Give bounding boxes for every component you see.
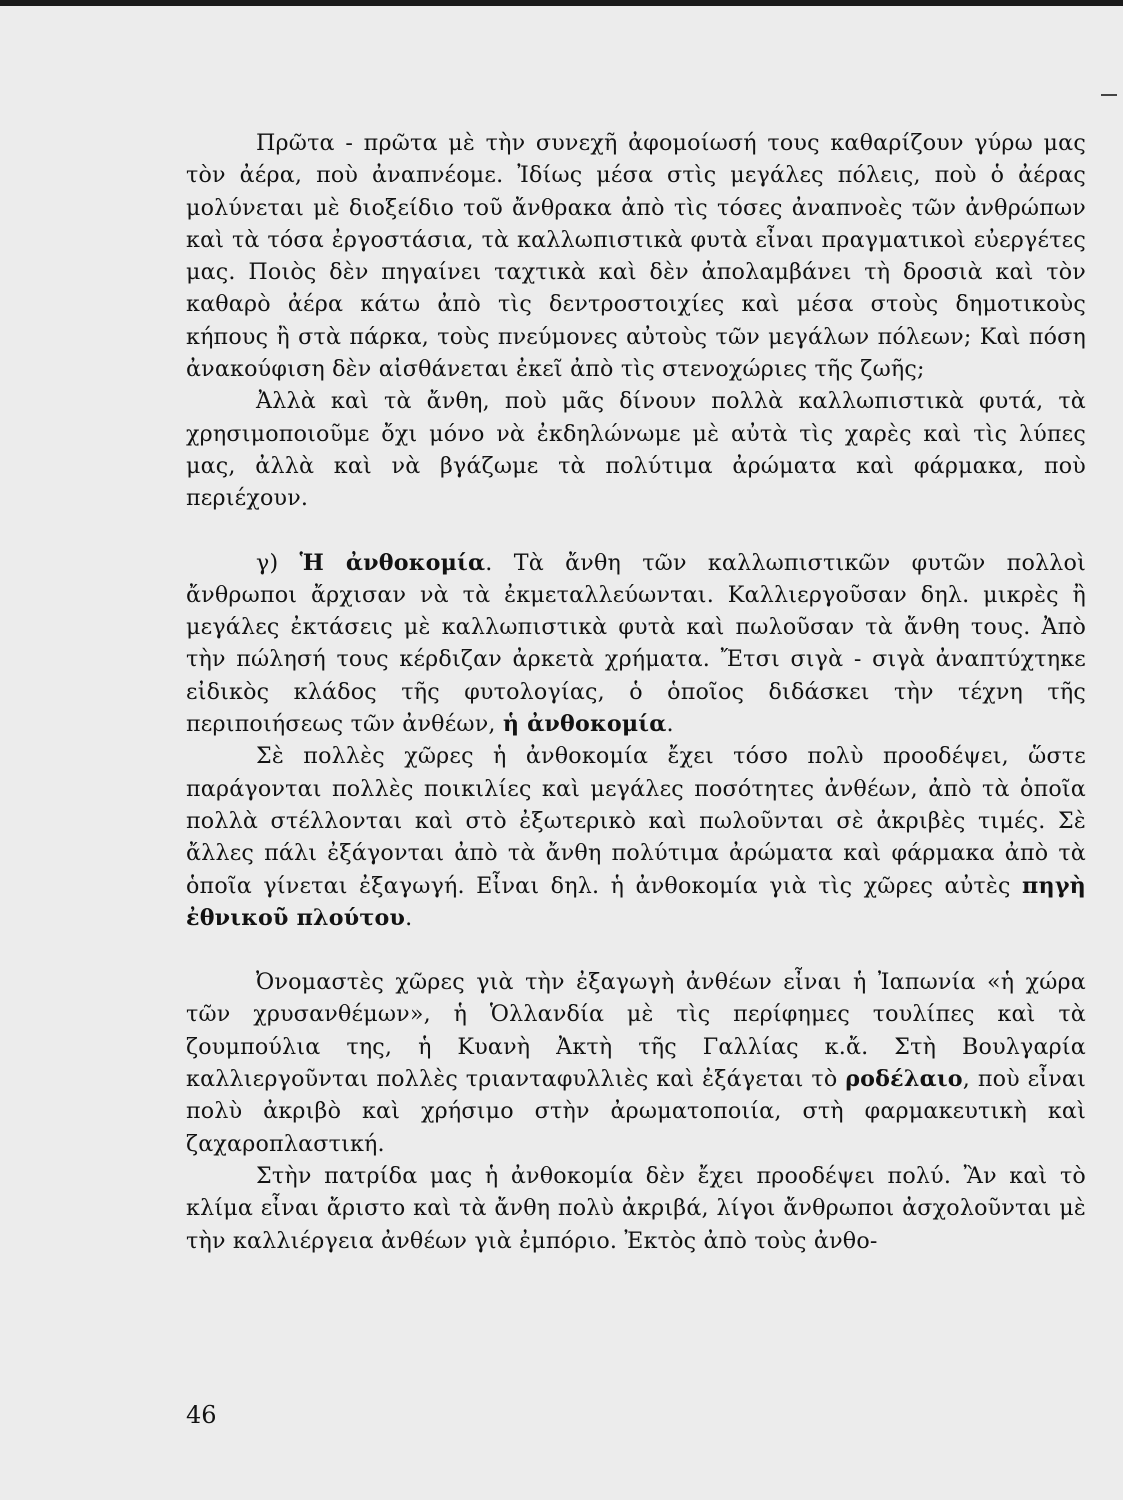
paragraph-floriculture-intro bbox=[186, 547, 1086, 741]
paragraph-famous-countries bbox=[186, 966, 1086, 1160]
paragraph-flower-uses bbox=[186, 385, 1086, 514]
section-heading: Ἡ ἀνθοκομία bbox=[299, 549, 486, 576]
paragraph-national-wealth bbox=[186, 740, 1086, 934]
paragraph-gap bbox=[186, 934, 1086, 966]
paragraph-gap bbox=[186, 515, 1086, 547]
paragraph-air-purification bbox=[186, 127, 1086, 385]
margin-mark bbox=[1101, 94, 1117, 96]
paragraph-text: . Τὰ ἄνθη τῶν καλλωπιστικῶν φυτῶν πολλοὶ ἄνθρωποι ἄρχισαν νὰ τὰ ἐκμεταλλεύωνται. Καλλιεργοῦσαν δηλ. μικρὲς ἢ μεγάλες ἐκτάσεις μὲ καλλωπιστικὰ φυτὰ καὶ πωλοῦσαν τὰ ἄνθη τους. Ἀπὸ τὴν πώλησή τους κέρδιζαν ἀρκετὰ χρήματα. Ἔτσι σιγὰ - σιγὰ ἀναπτύχτηκε εἰδικὸς κλάδος τῆς φυτολογίας, ὁ ὁποῖος διδάσκει τὴν τέχνη τῆς περιποιήσεως τῶν ἀνθέων, bbox=[186, 549, 1086, 738]
paragraph-greece bbox=[186, 1160, 1086, 1257]
scan-top-edge bbox=[0, 0, 1123, 6]
paragraph-text: Στὴν πατρίδα μας ἡ ἀνθοκομία δὲν ἔχει προοδέψει πολύ. Ἂν καὶ τὸ κλίμα εἶναι ἄριστο καὶ τὰ ἄνθη πολὺ ἀκριβά, λίγοι ἄνθρωποι ἀσχολοῦνται μὲ τὴν καλλιέργεια ἀνθέων γιὰ ἐμπόριο. Ἐκτὸς ἀπὸ τοὺς ἀνθο- bbox=[186, 1162, 1086, 1254]
page-number: 46 bbox=[186, 1401, 217, 1429]
paragraph-text: . bbox=[666, 711, 674, 738]
bold-term: πηγὴ ἐθνικοῦ πλούτου bbox=[186, 872, 1086, 931]
paragraph-text: . bbox=[405, 904, 413, 931]
paragraph-text: , ποὺ εἶναι πολὺ ἀκριβὸ καὶ χρήσιμο στὴν ἀρωματοποιία, στὴ φαρμακευτικὴ καὶ ζαχαροπλαστική. bbox=[186, 1066, 1087, 1157]
paragraph-text: Σὲ πολλὲς χῶρες ἡ ἀνθοκομία ἔχει τόσο πολὺ προοδέψει, ὥστε παράγονται πολλὲς ποικιλίες καὶ μεγάλες ποσότητες ἀνθέων, ἀπὸ τὰ ὁποῖα πολλὰ στέλλονται καὶ στὸ ἐξωτερικὸ καὶ πωλοῦνται σὲ ἀκριβὲς τιμές. Σὲ ἄλλες πάλι ἐξάγονται ἀπὸ τὰ ἄνθη πολύτιμα ἀρώματα καὶ φάρμακα ἀπὸ τὰ ὁποῖα γίνεται ἐξαγωγή. Εἶναι δηλ. ἡ ἀνθοκομία γιὰ τὶς χῶρες αὐτὲς bbox=[186, 743, 1086, 899]
bold-term: ροδέλαιο bbox=[845, 1066, 963, 1093]
section-marker: γ) bbox=[256, 549, 300, 576]
paragraph-text: Ἀλλὰ καὶ τὰ ἄνθη, ποὺ μᾶς δίνουν πολλὰ καλλωπιστικὰ φυτά, τὰ χρησιμοποιοῦμε ὄχι μόνο νὰ ἐκδηλώνωμε μὲ αὐτὰ τὶς χαρὲς καὶ τὶς λύπες μας, ἀλλὰ καὶ νὰ βγάζωμε τὰ πολύτιμα ἀρώματα καὶ φάρμακα, ποὺ περιέχουν. bbox=[186, 388, 1086, 512]
paragraph-text: Ὀνομαστὲς χῶρες γιὰ τὴν ἐξαγωγὴ ἀνθέων εἶναι ἡ Ἰαπωνία «ἡ χώρα τῶν χρυσανθέμων», ἡ Ὁλλανδία μὲ τὶς περίφημες τουλίπες καὶ τὰ ζουμπούλια της, ἡ Κυανὴ Ἀκτὴ τῆς Γαλλίας κ.ἄ. Στὴ Βουλγαρία καλλιεργοῦνται πολλὲς τριανταφυλλιὲς καὶ ἐξάγεται τὸ bbox=[186, 969, 1086, 1093]
paragraph-text: Πρῶτα - πρῶτα μὲ τὴν συνεχῆ ἀφομοίωσή τους καθαρίζουν γύρω μας τὸν ἀέρα, ποὺ ἀναπνέομε. Ἰδίως μέσα στὶς μεγάλες πόλεις, ποὺ ὁ ἀέρας μολύνεται μὲ διοξείδιο τοῦ ἄνθρακα ἀπὸ τὶς τόσες ἀναπνοὲς τῶν ἀνθρώπων καὶ τὰ τόσα ἐργοστάσια, τὰ καλλωπιστικὰ φυτὰ εἶναι πραγματικοὶ εὐεργέτες μας. Ποιὸς δὲν πηγαίνει ταχτικὰ καὶ δὲν ἀπολαμβάνει τὴ δροσιὰ καὶ τὸν καθαρὸ ἀέρα κάτω ἀπὸ τὶς δεντροστοιχίες καὶ μέσα στοὺς δημοτικοὺς κήπους ἢ στὰ πάρκα, τοὺς πνεύμονες αὐτοὺς τῶν μεγάλων πόλεων; Καὶ πόση ἀνακούφιση δὲν αἰσθάνεται ἐκεῖ ἀπὸ τὶς στενοχώριες τῆς ζωῆς; bbox=[186, 130, 1086, 383]
page-body bbox=[186, 127, 1086, 1257]
bold-term: ἡ ἀνθοκομία bbox=[502, 711, 667, 738]
